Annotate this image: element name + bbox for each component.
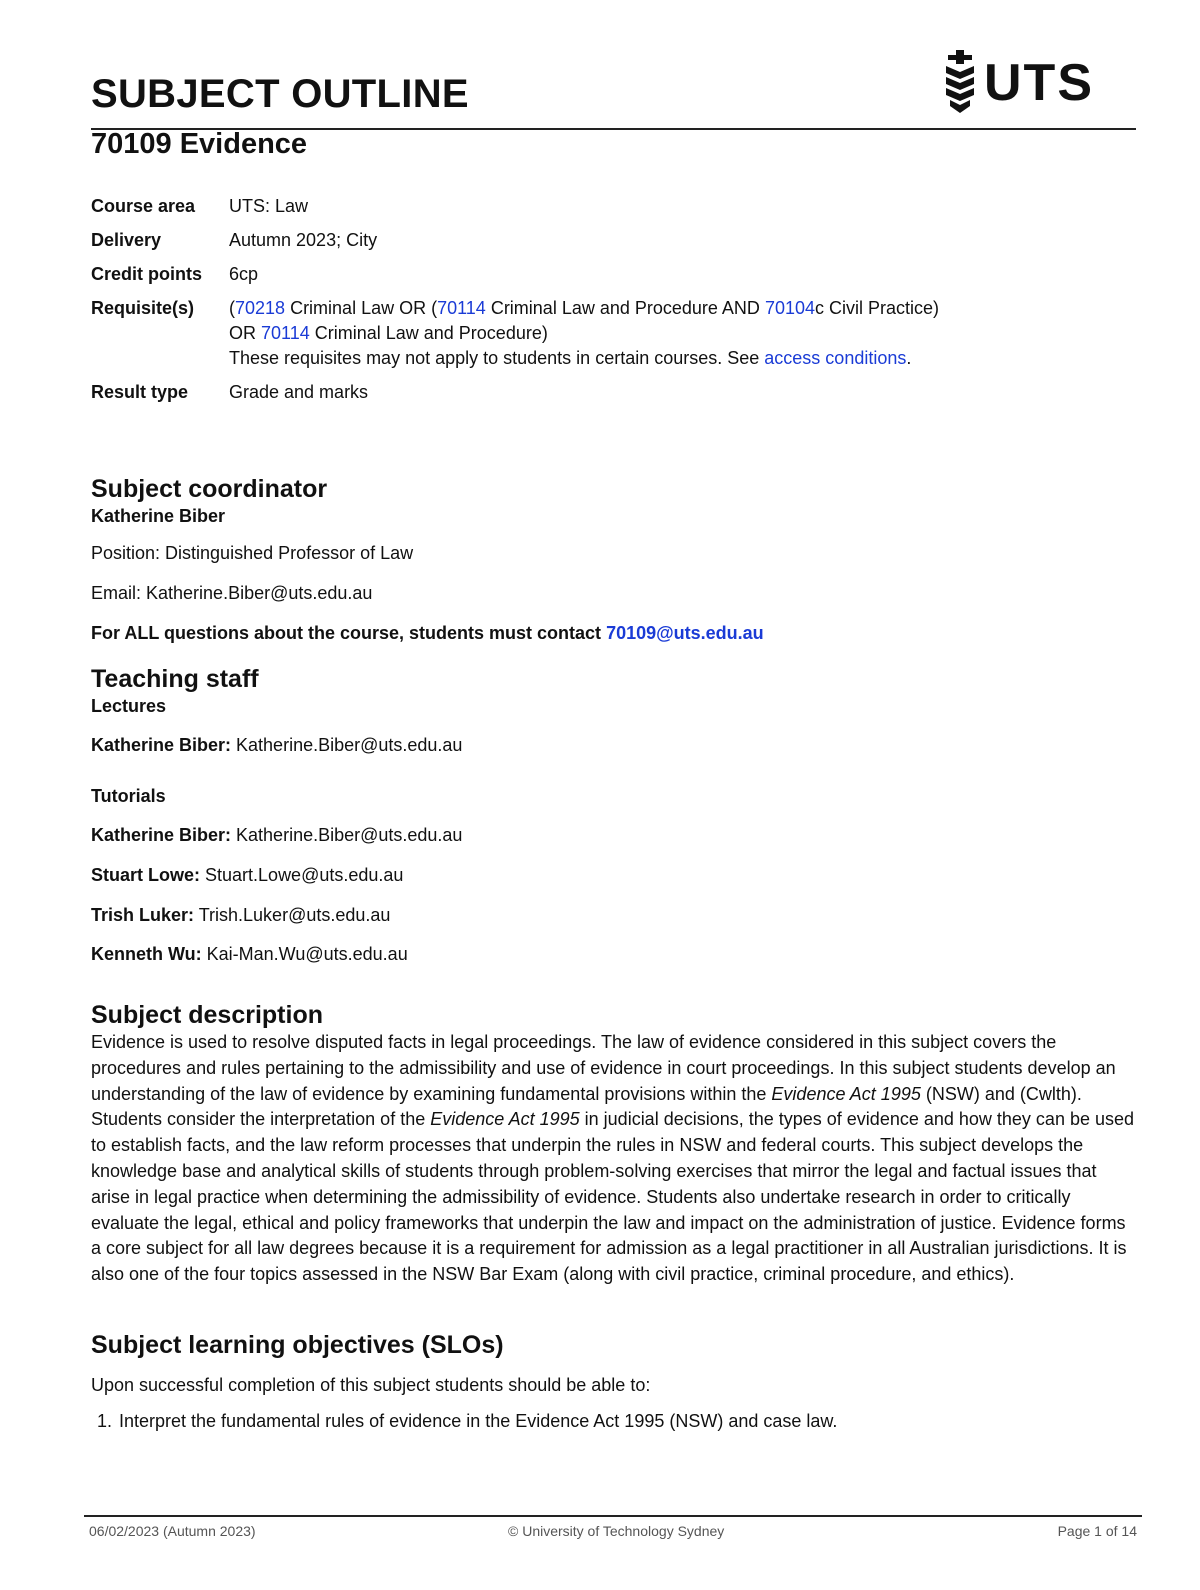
section-heading: Subject coordinator xyxy=(91,475,328,503)
footer-page-number: Page 1 of 14 xyxy=(1057,1523,1137,1539)
staff-row xyxy=(91,941,1136,967)
staff-email: Kai-Man.Wu@uts.edu.au xyxy=(201,944,408,964)
meta-label: Result type xyxy=(91,382,189,402)
meta-label: Requisite(s) xyxy=(91,298,195,318)
staff-email: Stuart.Lowe@uts.edu.au xyxy=(200,865,404,885)
description-text xyxy=(91,1030,1136,1288)
footer-date: 06/02/2023 (Autumn 2023) xyxy=(89,1523,256,1539)
staff-name: Kenneth Wu: xyxy=(91,944,202,964)
desc-part: in judicial decisions, the types of evidence and how they can be used to establish facts, and the law reform processes that underpin the rules in NSW and federal courts. This subject develops the knowledge base and analytical skills of students through problem-solving exercises that mirror the legal and factual issues that arise in legal practice when determining the admissibility of evidence. Students also undertake research in order to critically evaluate the legal, ethical and policy frameworks that underpin the law and impact on the administration of justice. Evidence forms a core subject for all law degrees because it is a requirement for admission as a legal practitioner in all Australian jurisdictions. It is also one of the four topics assessed in the NSW Bar Exam (along with civil practice, criminal procedure, and ethics). xyxy=(91,1109,1135,1285)
staff-row xyxy=(91,822,1136,848)
meta-row-delivery xyxy=(91,228,991,253)
subject-meta xyxy=(91,194,991,414)
staff-email: Trish.Luker@uts.edu.au xyxy=(194,905,391,925)
link-70114[interactable]: 70114 xyxy=(437,298,486,318)
footer-copyright: © University of Technology Sydney xyxy=(508,1523,725,1539)
document-title: SUBJECT OUTLINE xyxy=(91,72,469,116)
coordinator-section xyxy=(91,474,1136,646)
meta-row-credit xyxy=(91,262,991,287)
req-text: Criminal Law and Procedure) xyxy=(309,323,548,343)
meta-value: UTS: Law xyxy=(229,196,309,216)
staff-row xyxy=(91,732,1136,758)
staff-name: Katherine Biber: xyxy=(91,735,232,755)
tutorials-label: Tutorials xyxy=(91,786,166,806)
staff-name: Katherine Biber: xyxy=(91,825,232,845)
slo-section xyxy=(91,1330,1136,1434)
req-text: c Civil Practice) OR xyxy=(229,298,940,343)
desc-part: Evidence is used to resolve disputed facts in legal proceedings. The law of evidence considered in this subject covers the procedures and rules pertaining to the admissibility and use of evidence in court proceedings. In this subject students develop an understanding of the law of evidence by examining fundamental provisions within the xyxy=(91,1032,1116,1104)
logo-text: UTS xyxy=(984,54,1094,112)
page-header xyxy=(91,54,1136,130)
link-70218[interactable]: 70218 xyxy=(235,298,286,318)
req-text: Criminal Law and Procedure AND xyxy=(485,298,765,318)
slo-text: Interpret the fundamental rules of evidence in the Evidence Act 1995 (NSW) and case law. xyxy=(119,1411,838,1431)
meta-row-result xyxy=(91,380,991,405)
uts-crest-icon xyxy=(942,50,978,116)
access-conditions-link[interactable]: access conditions xyxy=(764,348,907,368)
req-note: These requisites may not apply to students in certain courses. See xyxy=(229,348,765,368)
meta-value: 6cp xyxy=(229,264,259,284)
section-heading: Subject description xyxy=(91,1001,323,1029)
req-text: Criminal Law OR ( xyxy=(285,298,438,318)
teaching-section xyxy=(91,664,1136,967)
staff-row xyxy=(91,862,1136,888)
req-note-end: . xyxy=(906,348,912,368)
meta-label: Credit points xyxy=(91,264,202,284)
link-70114-b[interactable]: 70114 xyxy=(261,323,310,343)
link-70104[interactable]: 70104 xyxy=(764,298,815,318)
staff-name: Stuart Lowe: xyxy=(91,865,201,885)
description-section xyxy=(91,1000,1136,1288)
slo-number: 1. xyxy=(97,1411,113,1431)
staff-email: Katherine.Biber@uts.edu.au xyxy=(231,825,463,845)
coordinator-email: Email: Katherine.Biber@uts.edu.au xyxy=(91,583,373,603)
page-footer xyxy=(84,1515,1142,1545)
req-text: ( xyxy=(229,298,235,318)
meta-value: Autumn 2023; City xyxy=(229,230,378,250)
staff-email: Katherine.Biber@uts.edu.au xyxy=(231,735,463,755)
staff-row xyxy=(91,902,1136,928)
desc-part: (NSW) and (Cwlth). Students consider the interpretation of the xyxy=(91,1083,1082,1130)
meta-label: Course area xyxy=(91,196,196,216)
contact-text: For ALL questions about the course, students must contact xyxy=(91,623,607,643)
slo-item xyxy=(91,1408,1136,1434)
section-heading: Subject learning objectives (SLOs) xyxy=(91,1331,504,1359)
desc-italic: Evidence Act 1995 xyxy=(771,1083,921,1104)
staff-name: Trish Luker: xyxy=(91,905,195,925)
uts-logo xyxy=(942,50,1094,116)
coordinator-position: Position: Distinguished Professor of Law xyxy=(91,543,414,563)
desc-italic: Evidence Act 1995 xyxy=(430,1109,580,1130)
contact-email-link[interactable]: 70109@uts.edu.au xyxy=(606,623,764,643)
meta-value xyxy=(229,296,949,371)
lectures-label: Lectures xyxy=(91,696,167,716)
slo-intro: Upon successful completion of this subject students should be able to: xyxy=(91,1375,651,1395)
coordinator-name: Katherine Biber xyxy=(91,506,226,526)
meta-row-course-area xyxy=(91,194,991,219)
subject-title: 70109 Evidence xyxy=(91,128,308,160)
meta-label: Delivery xyxy=(91,230,162,250)
meta-row-requisites xyxy=(91,296,991,371)
meta-value: Grade and marks xyxy=(229,382,369,402)
contact-note xyxy=(91,620,1136,646)
section-heading: Teaching staff xyxy=(91,665,259,693)
